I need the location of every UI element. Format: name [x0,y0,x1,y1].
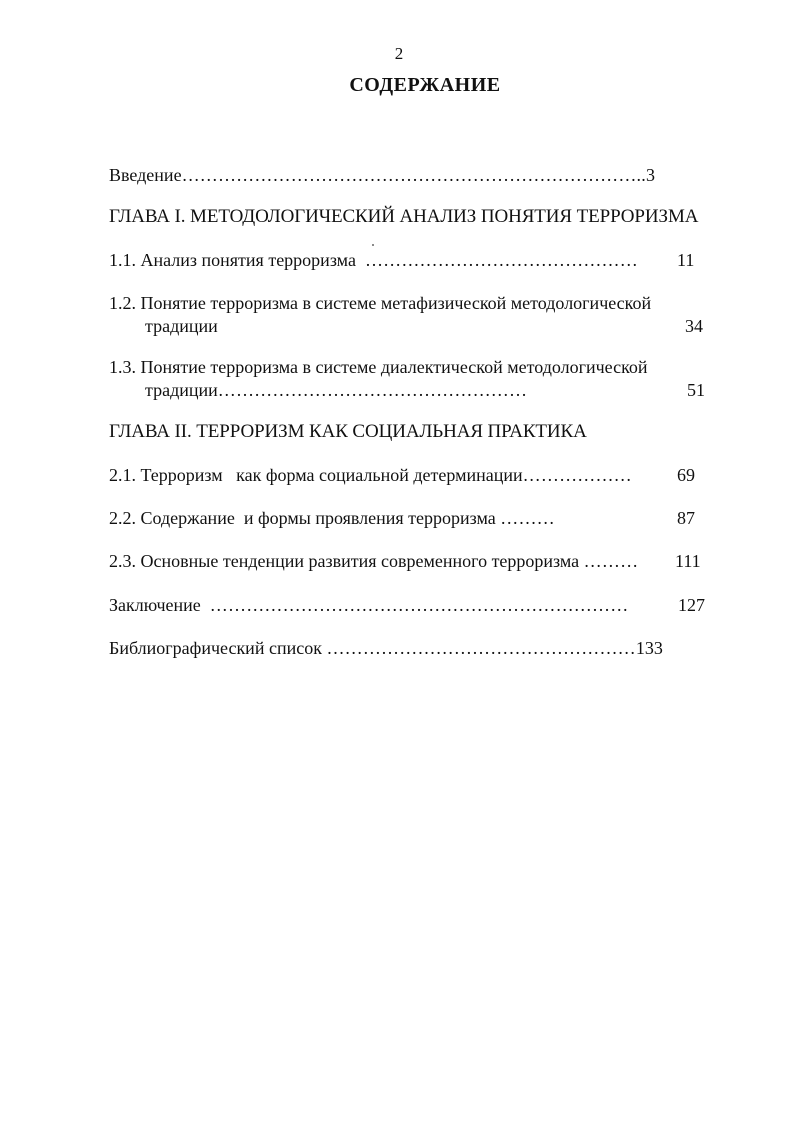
toc-page-number: 133 [635,638,663,658]
toc-entry-label: Заключение [109,595,201,615]
toc-page-number: 111 [675,551,701,571]
toc-entry-label: 1.1. Анализ понятия терроризма [109,250,356,270]
toc-leader-dots: ……………… [522,465,632,485]
toc-page-number: 127 [678,595,705,615]
toc-chapter-2-title: ГЛАВА II. ТЕРРОРИЗМ КАК СОЦИАЛЬНАЯ ПРАКТИКА [109,421,587,442]
toc-entry-2-2 [109,507,555,529]
toc-entry-conclusion [109,594,628,616]
toc-entry-bibliography [109,637,663,659]
toc-page-number: 11 [677,250,695,270]
toc-entry-label: 2.3. Основные тенденции развития современного терроризма [109,551,580,571]
toc-entry-1-2: 1.2. Понятие терроризма в системе метафизической методологической [109,293,652,313]
toc-entry-2-3 [109,550,638,572]
toc-page-number: 34 [685,316,703,336]
page-title: СОДЕРЖАНИЕ [349,74,501,96]
toc-page-number: 69 [677,465,695,485]
toc-page-number: 87 [677,508,695,528]
toc-leader-dots: ……………………………………… [364,250,638,270]
toc-chapter-1-title: ГЛАВА I. МЕТОДОЛОГИЧЕСКИЙ АНАЛИЗ ПОНЯТИЯ ТЕРРОРИЗМА [109,206,699,227]
toc-entry-label: 2.2. Содержание и формы проявления терроризма [109,508,496,528]
toc-entry-label: 2.1. Терроризм как форма социальной детерминации [109,465,523,485]
toc-page-number: 51 [687,380,705,400]
toc-entry-1-1 [109,249,638,271]
toc-leader-dots: ……… [583,551,639,571]
toc-leader-dots: …………………………………………… [326,638,636,658]
page-number: 2 [394,44,404,63]
toc-entry-label: Введение [109,165,182,185]
toc-leader-dots: …………………………………………… [217,380,528,400]
scan-speck [372,244,374,246]
toc-entry-2-1 [109,464,632,486]
toc-leader-dots: ……… [500,508,555,528]
toc-page-number: 3 [645,165,655,185]
toc-entry-label: традиции [145,380,218,400]
toc-entry-intro [109,164,655,186]
toc-entry-1-3-line2 [145,379,527,401]
toc-entry-label: Библиографический список [109,638,322,658]
toc-entry-1-3: 1.3. Понятие терроризма в системе диалектической методологической [109,357,648,377]
toc-entry-1-2-line2: традиции [145,316,218,336]
toc-leader-dots: ………………………………………………………………….. [181,165,646,185]
toc-leader-dots: …………………………………………………………… [209,595,629,615]
